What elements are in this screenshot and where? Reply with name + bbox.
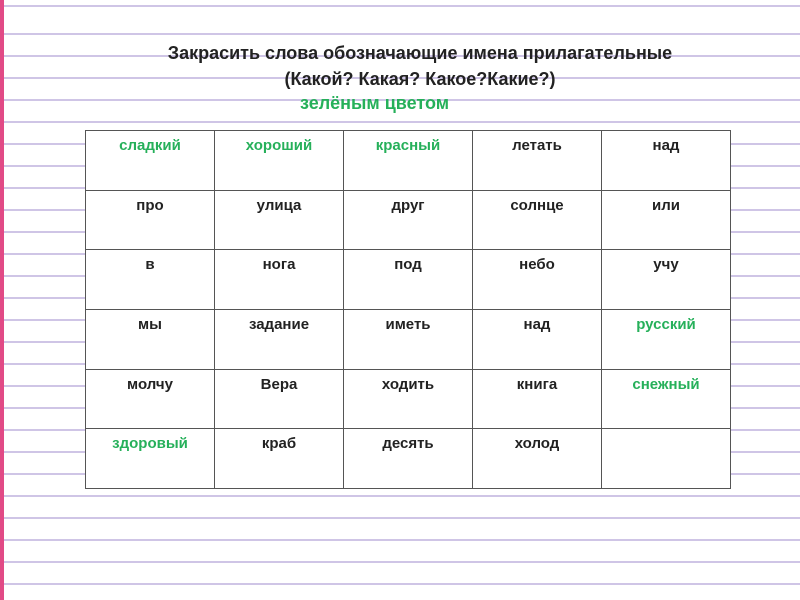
word-cell[interactable]: десять (344, 429, 473, 489)
table-row (86, 369, 731, 429)
word-cell[interactable]: солнце (473, 190, 602, 250)
empty-cell[interactable] (602, 429, 731, 489)
word-cell[interactable]: про (86, 190, 215, 250)
task-heading (80, 40, 760, 92)
word-cell[interactable]: красный (344, 131, 473, 191)
task-instruction: Закрасить слова обозначающие имена прилагательные (167, 43, 673, 63)
word-cell[interactable]: задание (215, 309, 344, 369)
table-row (86, 190, 731, 250)
word-cell[interactable]: мы (86, 309, 215, 369)
word-cell[interactable]: молчу (86, 369, 215, 429)
word-cell[interactable]: в (86, 250, 215, 310)
word-cell[interactable]: улица (215, 190, 344, 250)
word-cell[interactable]: сладкий (86, 131, 215, 191)
word-cell[interactable]: здоровый (86, 429, 215, 489)
word-cell[interactable]: над (602, 131, 731, 191)
table-row (86, 309, 731, 369)
word-cell[interactable]: над (473, 309, 602, 369)
word-cell[interactable]: небо (473, 250, 602, 310)
word-cell[interactable]: книга (473, 369, 602, 429)
word-cell[interactable]: русский (602, 309, 731, 369)
word-cell[interactable]: холод (473, 429, 602, 489)
word-cell[interactable]: учу (602, 250, 731, 310)
notebook-margin-line (0, 0, 4, 600)
word-cell[interactable]: хороший (215, 131, 344, 191)
word-cell[interactable]: ходить (344, 369, 473, 429)
table-row (86, 131, 731, 191)
table-row (86, 250, 731, 310)
word-cell[interactable]: иметь (344, 309, 473, 369)
word-cell[interactable]: или (602, 190, 731, 250)
word-cell[interactable]: под (344, 250, 473, 310)
word-cell[interactable]: Вера (215, 369, 344, 429)
task-color-hint: зелёным цветом (300, 93, 450, 113)
table-row (86, 429, 731, 489)
word-cell[interactable]: летать (473, 131, 602, 191)
task-questions: (Какой? Какая? Какое?Какие?) (284, 69, 556, 89)
word-table (85, 130, 731, 489)
word-cell[interactable]: друг (344, 190, 473, 250)
word-cell[interactable]: нога (215, 250, 344, 310)
word-cell[interactable]: краб (215, 429, 344, 489)
word-cell[interactable]: снежный (602, 369, 731, 429)
